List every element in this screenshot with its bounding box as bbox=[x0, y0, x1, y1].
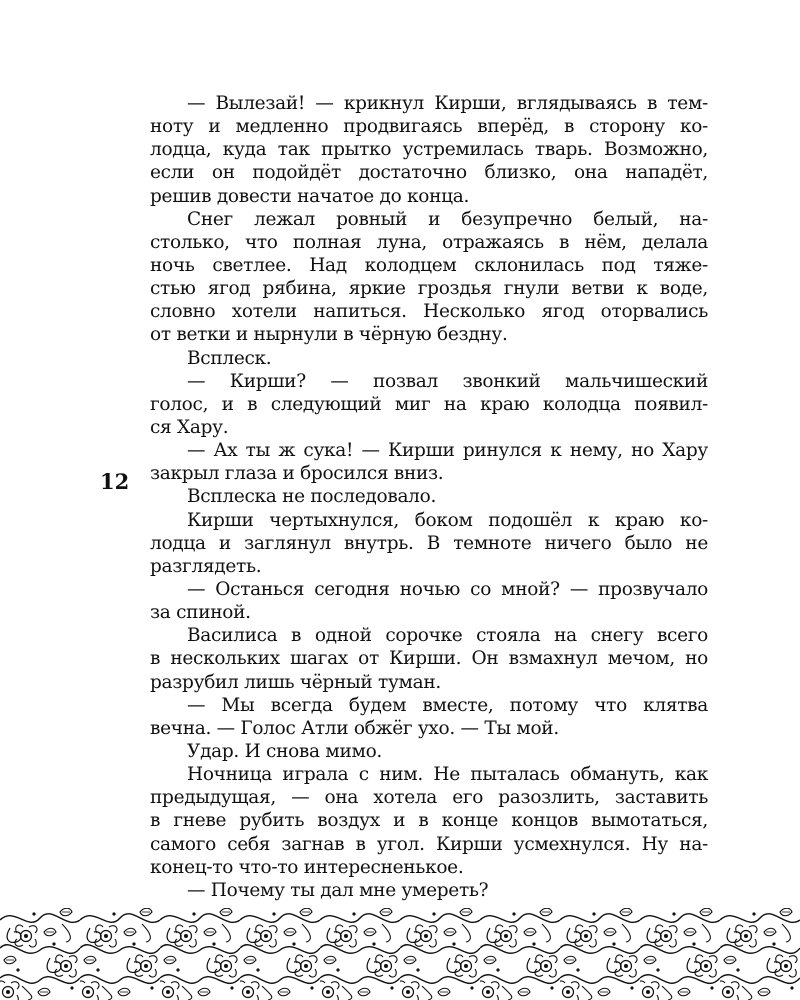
text-line: за спиной. bbox=[150, 602, 251, 624]
text-line: Снег лежал ровный и безупречно белый, на- bbox=[187, 208, 708, 230]
text-line: если он подойдёт достаточно близко, она нападёт, bbox=[150, 162, 708, 184]
text-line: предыдущая, — она хотела его разозлить, заставить bbox=[150, 787, 708, 809]
text-line: ся Хару. bbox=[150, 416, 229, 438]
body-text bbox=[150, 92, 708, 902]
text-line: — Ах ты ж сука! — Кирши ринулся к нему, но Хару bbox=[187, 440, 708, 462]
text-line: Всплеска не последовало. bbox=[187, 486, 437, 508]
text-line: от ветки и нырнули в чёрную бездну. bbox=[150, 324, 508, 346]
text-line: голос, и в следующий миг на краю колодца появил- bbox=[150, 393, 708, 415]
text-line: стью ягод рябина, яркие гроздья гнули ветви к воде, bbox=[150, 278, 708, 300]
text-line: Удар. И снова мимо. bbox=[187, 740, 382, 762]
text-line: — Вылезай! — крикнул Кирши, вглядываясь в тем- bbox=[187, 93, 708, 114]
text-line: ноту и медленно продвигаясь вперёд, в сторону ко- bbox=[150, 116, 708, 138]
text-line: разрубил лишь чёрный туман. bbox=[150, 671, 441, 693]
text-line: столько, что полная луна, отражаясь в нём, делала bbox=[150, 231, 708, 253]
text-line: закрыл глаза и бросился вниз. bbox=[150, 463, 444, 485]
text-line: — Кирши? — позвал звонкий мальчишеский bbox=[187, 370, 708, 392]
text-line: разглядеть. bbox=[150, 555, 262, 577]
text-line: решив довести начатое до конца. bbox=[150, 185, 470, 207]
text-line: Василиса в одной сорочке стояла на снегу всего bbox=[187, 625, 708, 647]
text-line: лодца и заглянул внутрь. В темноте ничего было не bbox=[150, 532, 708, 554]
text-line: Всплеск. bbox=[187, 347, 272, 369]
text-line: — Мы всегда будем вместе, потому что клятва bbox=[187, 694, 708, 716]
text-line: самого себя загнав в угол. Кирши усмехнулся. Ну на- bbox=[150, 833, 708, 855]
text-line: конец-то что-то интересненькое. bbox=[150, 856, 464, 878]
text-line: ночь светлее. Над колодцем склонилась под тяже- bbox=[150, 254, 708, 276]
text-line: Кирши чертыхнулся, боком подошёл к краю ко- bbox=[187, 509, 708, 531]
text-line: лодца, куда так прытко устремилась тварь. Возможно, bbox=[150, 139, 708, 161]
text-line: — Останься сегодня ночью со мной? — прозвучало bbox=[187, 578, 708, 600]
text-line: Ночница играла с ним. Не пыталась обмануть, как bbox=[187, 764, 708, 786]
text-line: в нескольких шагах от Кирши. Он взмахнул мечом, но bbox=[150, 648, 708, 670]
floral-ornament-border bbox=[0, 908, 800, 1000]
page-number: 12 bbox=[100, 469, 130, 494]
text-line: вечна. — Голос Атли обжёг ухо. — Ты мой. bbox=[150, 717, 559, 739]
text-line: в гневе рубить воздух и в конце концов вымотаться, bbox=[150, 810, 708, 832]
text-line: — Почему ты дал мне умереть? bbox=[187, 879, 489, 901]
text-line: словно хотели напиться. Несколько ягод оторвались bbox=[150, 301, 708, 323]
